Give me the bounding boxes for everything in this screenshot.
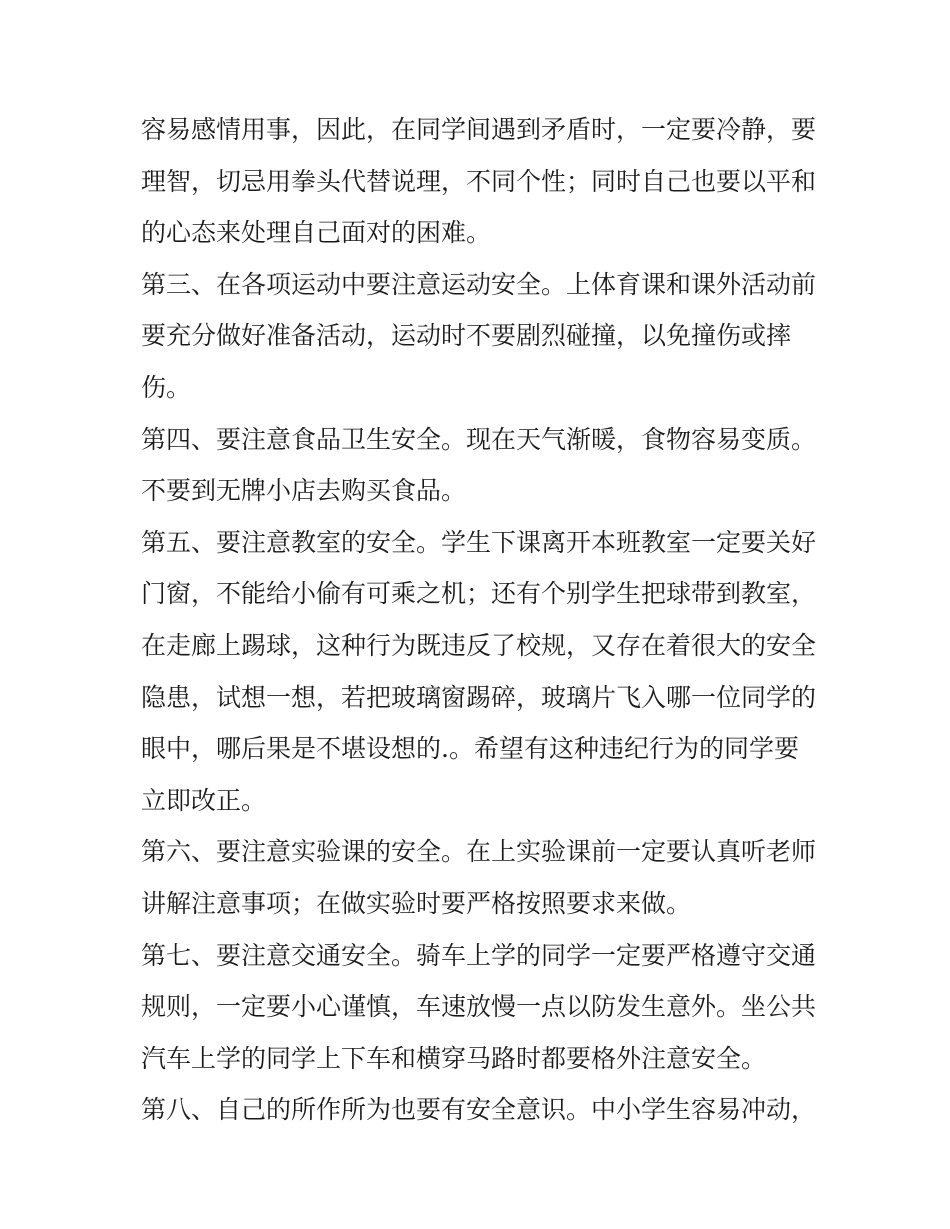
text-line: 规则，一定要小心谨慎，车速放慢一点以防发生意外。坐公共: [141, 992, 817, 1022]
text-line: 第三、在各项运动中要注意运动安全。上体育课和课外活动前: [141, 269, 817, 299]
text-line: 眼中，哪后果是不堪设想的.。希望有这种违纪行为的同学要: [141, 734, 799, 764]
text-line: 隐患，试想一想，若把玻璃窗踢碎，玻璃片飞入哪一位同学的: [141, 682, 817, 712]
text-line: 要充分做好准备活动，运动时不要剧烈碰撞，以免撞伤或摔: [141, 321, 792, 351]
text-line: 的心态来处理自己面对的困难。: [141, 218, 492, 248]
text-line: 理智，切忌用拳头代替说理，不同个性；同时自己也要以平和: [141, 166, 817, 196]
text-line: 第七、要注意交通安全。骑车上学的同学一定要严格遵守交通: [141, 940, 817, 970]
text-line: 第八、自己的所作所为也要有安全意识。中小学生容易冲动，: [141, 1095, 817, 1125]
text-line: 第四、要注意食品卫生安全。现在天气渐暖，食物容易变质。: [141, 424, 817, 454]
text-line: 伤。: [141, 372, 192, 402]
text-line: 讲解注意事项；在做实验时要严格按照要求来做。: [141, 888, 692, 918]
text-line: 门窗，不能给小偷有可乘之机；还有个别学生把球带到教室，: [141, 579, 817, 609]
text-line: 在走廊上踢球，这种行为既违反了校规，又存在着很大的安全: [141, 630, 817, 660]
text-line: 第五、要注意教室的安全。学生下课离开本班教室一定要关好: [141, 527, 817, 557]
text-line: 汽车上学的同学上下车和横穿马路时都要格外注意安全。: [141, 1043, 767, 1073]
text-line: 第六、要注意实验课的安全。在上实验课前一定要认真听老师: [141, 837, 817, 867]
document-body: [141, 104, 821, 1136]
text-line: 不要到无牌小店去购买食品。: [141, 476, 467, 506]
text-line: 立即改正。: [141, 785, 267, 815]
text-line: 容易感情用事，因此，在同学间遇到矛盾时，一定要冷静，要: [141, 115, 817, 144]
